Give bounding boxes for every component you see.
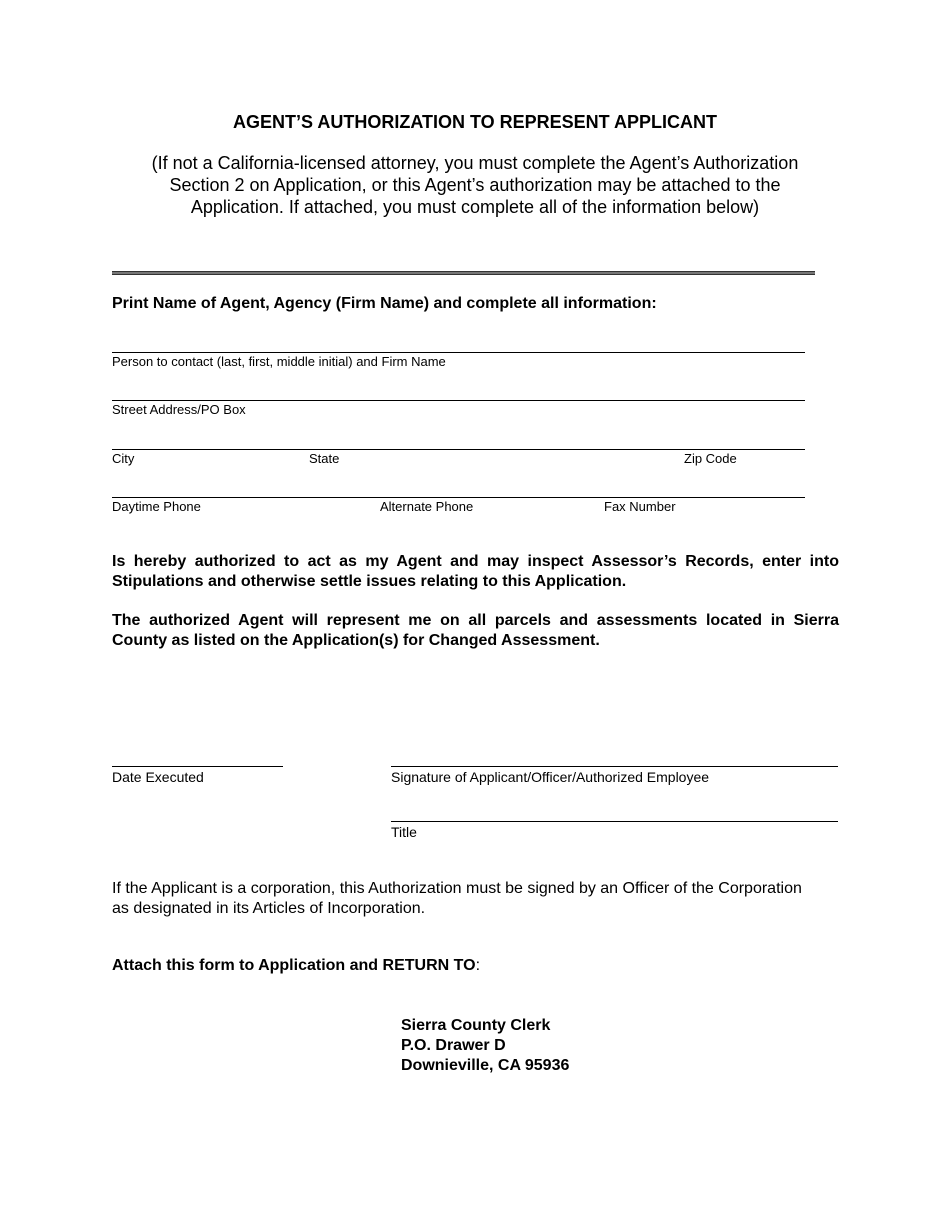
title-label: Title xyxy=(391,824,417,840)
section-divider xyxy=(112,271,815,275)
title-field[interactable] xyxy=(391,821,838,822)
street-address-label: Street Address/PO Box xyxy=(112,402,246,417)
authorization-paragraph: Is hereby authorized to act as my Agent and may inspect Assessor’s Records, enter into Stipulations and otherwise settle issues relating to this Application. xyxy=(112,553,839,590)
representation-paragraph: The authorized Agent will represent me on all parcels and assessments located in Sierra County as listed on the Application(s) for Changed Assessment. xyxy=(112,612,839,649)
address-line: P.O. Drawer D xyxy=(401,1037,506,1054)
signature-label: Signature of Applicant/Officer/Authorized Employee xyxy=(391,769,710,785)
contact-name-field[interactable] xyxy=(112,352,805,353)
address-line: Sierra County Clerk xyxy=(401,1017,551,1034)
city-label: City xyxy=(112,451,135,466)
street-address-field[interactable] xyxy=(112,400,805,401)
signature-field[interactable] xyxy=(391,766,838,767)
date-executed-label: Date Executed xyxy=(112,769,204,785)
state-label: State xyxy=(309,451,340,466)
zip-code-label: Zip Code xyxy=(684,451,737,466)
city-state-zip-field[interactable] xyxy=(112,449,805,450)
phone-numbers-field[interactable] xyxy=(112,497,805,498)
return-address xyxy=(401,1016,569,1076)
alternate-phone-label: Alternate Phone xyxy=(380,499,474,514)
subtitle-line: Application. If attached, you must complete all of the information below) xyxy=(190,197,760,217)
subtitle-line: (If not a California-licensed attorney, you must complete the Agent’s Authorization xyxy=(151,153,799,173)
return-instruction xyxy=(112,957,480,975)
return-instruction-text: Attach this form to Application and RETURN TO xyxy=(112,957,476,974)
agent-section-heading: Print Name of Agent, Agency (Firm Name) and complete all information: xyxy=(112,295,657,312)
corporation-note: If the Applicant is a corporation, this Authorization must be signed by an Officer of the Corporation as designated in its Articles of Incorporation. xyxy=(112,880,802,917)
fax-number-label: Fax Number xyxy=(604,499,676,514)
subtitle-line: Section 2 on Application, or this Agent’s authorization may be attached to the xyxy=(169,175,781,195)
contact-name-label: Person to contact (last, first, middle initial) and Firm Name xyxy=(112,354,446,369)
daytime-phone-label: Daytime Phone xyxy=(112,499,201,514)
form-subtitle xyxy=(120,152,830,218)
return-instruction-colon: : xyxy=(475,957,481,974)
date-executed-field[interactable] xyxy=(112,766,283,767)
address-line: Downieville, CA 95936 xyxy=(401,1057,570,1074)
form-title: AGENT’S AUTHORIZATION TO REPRESENT APPLICANT xyxy=(232,112,717,132)
